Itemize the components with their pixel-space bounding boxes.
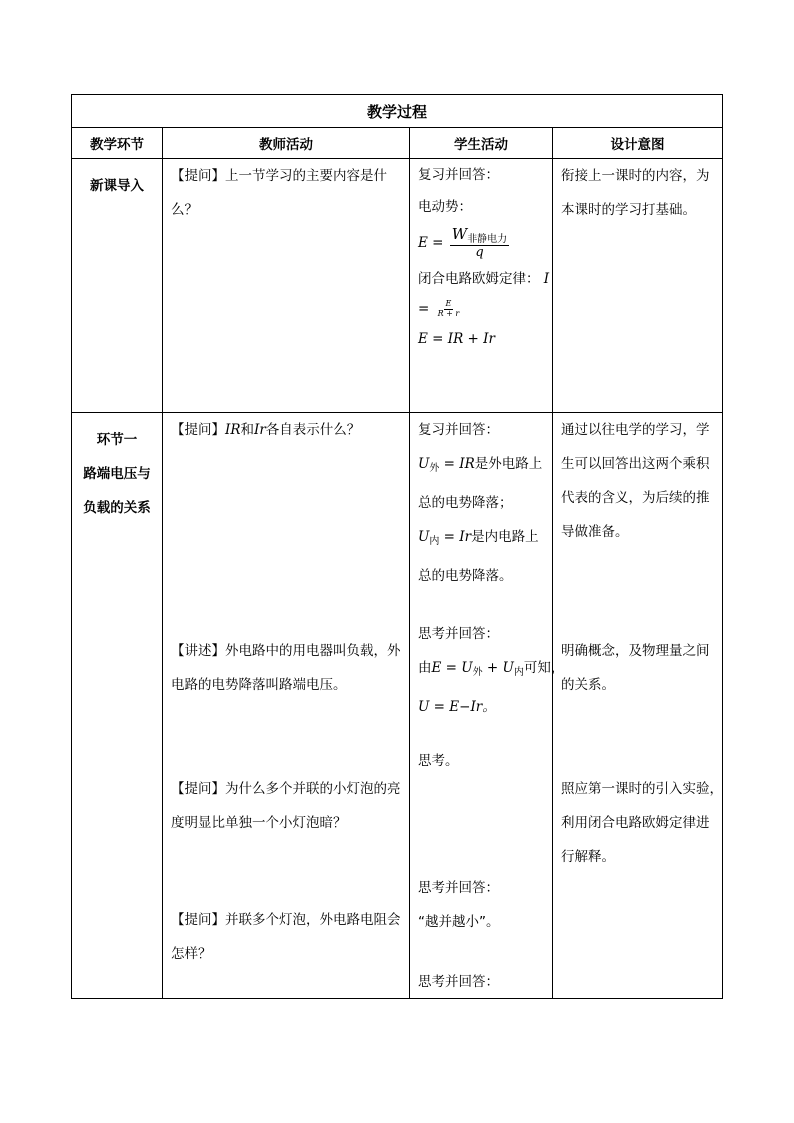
table-title: 教学过程 bbox=[72, 95, 723, 128]
teacher-question-resistance-cont: 怎样？ bbox=[171, 946, 212, 962]
teacher-question-bulbs: 【提问】为什么多个并联的小灯泡的亮 bbox=[171, 781, 401, 797]
stage-label: 新课导入 bbox=[90, 178, 144, 194]
emf-sum-formula: E = IR + Ir bbox=[418, 331, 495, 347]
student-answer: “越并越小”。 bbox=[418, 914, 500, 930]
emf-label: 电动势： bbox=[418, 199, 472, 215]
teacher-activity-cell bbox=[163, 413, 410, 999]
design-text-line: 通过以往电学的学习，学 bbox=[561, 422, 710, 438]
ohm-law-fraction: $\frac{E}{R + r}$ bbox=[437, 299, 460, 318]
header-student-activity: 学生活动 bbox=[410, 128, 553, 159]
ohm-law-label: 闭合电路欧姆定律： I bbox=[418, 271, 550, 287]
emf-formula: E = $\frac{W_{非静电力}}{q}$ bbox=[418, 225, 508, 261]
stage-label: 环节一 bbox=[96, 432, 138, 448]
ohm-law-formula: = $\frac{E}{R + r}$ bbox=[418, 299, 460, 318]
header-stage: 教学环节 bbox=[72, 128, 163, 159]
emf-fraction: $\frac{W_{非静电力}}{q}$ bbox=[451, 225, 508, 261]
design-text-line: 导做准备。 bbox=[561, 524, 629, 540]
design-text-line: 利用闭合电路欧姆定律进 bbox=[561, 815, 710, 831]
student-answer: 总的电势降落。 bbox=[418, 568, 513, 584]
student-answer: 思考并回答： bbox=[418, 626, 499, 642]
student-answer: 思考。 bbox=[418, 753, 459, 769]
stage-intro bbox=[72, 159, 163, 413]
teacher-lecture: 【讲述】外电路中的用电器叫负载，外 bbox=[171, 643, 401, 659]
student-answer: 思考并回答： bbox=[418, 974, 499, 990]
design-text-line: 生可以回答出这两个乘积 bbox=[561, 456, 710, 472]
student-activity-cell bbox=[410, 159, 553, 413]
student-answer: 思考并回答： bbox=[418, 880, 499, 896]
student-answer: 总的电势降落； bbox=[418, 495, 513, 511]
teacher-lecture-cont: 电路的电势降落叫路端电压。 bbox=[171, 677, 347, 693]
design-text-line: 行解释。 bbox=[561, 849, 615, 865]
design-intent-cell bbox=[553, 413, 723, 999]
terminal-voltage-formula: U = E−Ir。 bbox=[418, 699, 496, 715]
header-teacher-activity: 教师活动 bbox=[163, 128, 410, 159]
teacher-question: 【提问】上一节学习的主要内容是什 bbox=[171, 168, 387, 184]
design-text-line: 明确概念，及物理量之间 bbox=[561, 643, 710, 659]
stage-label: 路端电压与 bbox=[83, 466, 151, 482]
voltage-sum-line: 由$E = U_外 + U_内$可知， bbox=[418, 660, 565, 678]
student-activity-cell bbox=[410, 413, 565, 999]
table-row bbox=[72, 413, 723, 999]
student-answer: 复习并回答： bbox=[418, 422, 499, 438]
teacher-question-resistance: 【提问】并联多个灯泡，外电路电阻会 bbox=[171, 912, 401, 928]
stage-section-one bbox=[72, 413, 163, 999]
internal-voltage-line: $U_内 = Ir$是内电路上 bbox=[418, 529, 539, 547]
teaching-process-table bbox=[71, 94, 723, 999]
design-text-line: 本课时的学习打基础。 bbox=[561, 202, 696, 218]
teacher-question-ir: 【提问】IR和Ir各自表示什么？ bbox=[171, 422, 361, 438]
design-text-line: 的关系。 bbox=[561, 677, 615, 693]
teacher-activity-cell bbox=[163, 159, 410, 413]
design-text-line: 衔接上一课时的内容，为 bbox=[561, 168, 710, 184]
teacher-question-cont: 么？ bbox=[171, 202, 198, 218]
table-row bbox=[72, 159, 723, 413]
stage-label: 负载的关系 bbox=[83, 500, 151, 516]
design-text-line: 照应第一课时的引入实验， bbox=[561, 781, 723, 797]
teacher-question-bulbs-cont: 度明显比单独一个小灯泡暗？ bbox=[171, 815, 347, 831]
design-intent-cell bbox=[553, 159, 723, 413]
student-answer-intro: 复习并回答： bbox=[418, 167, 499, 183]
header-design-intent: 设计意图 bbox=[553, 128, 723, 159]
design-text-line: 代表的含义，为后续的推 bbox=[561, 490, 710, 506]
external-voltage-line: $U_外$ = IR是外电路上 bbox=[418, 456, 543, 474]
